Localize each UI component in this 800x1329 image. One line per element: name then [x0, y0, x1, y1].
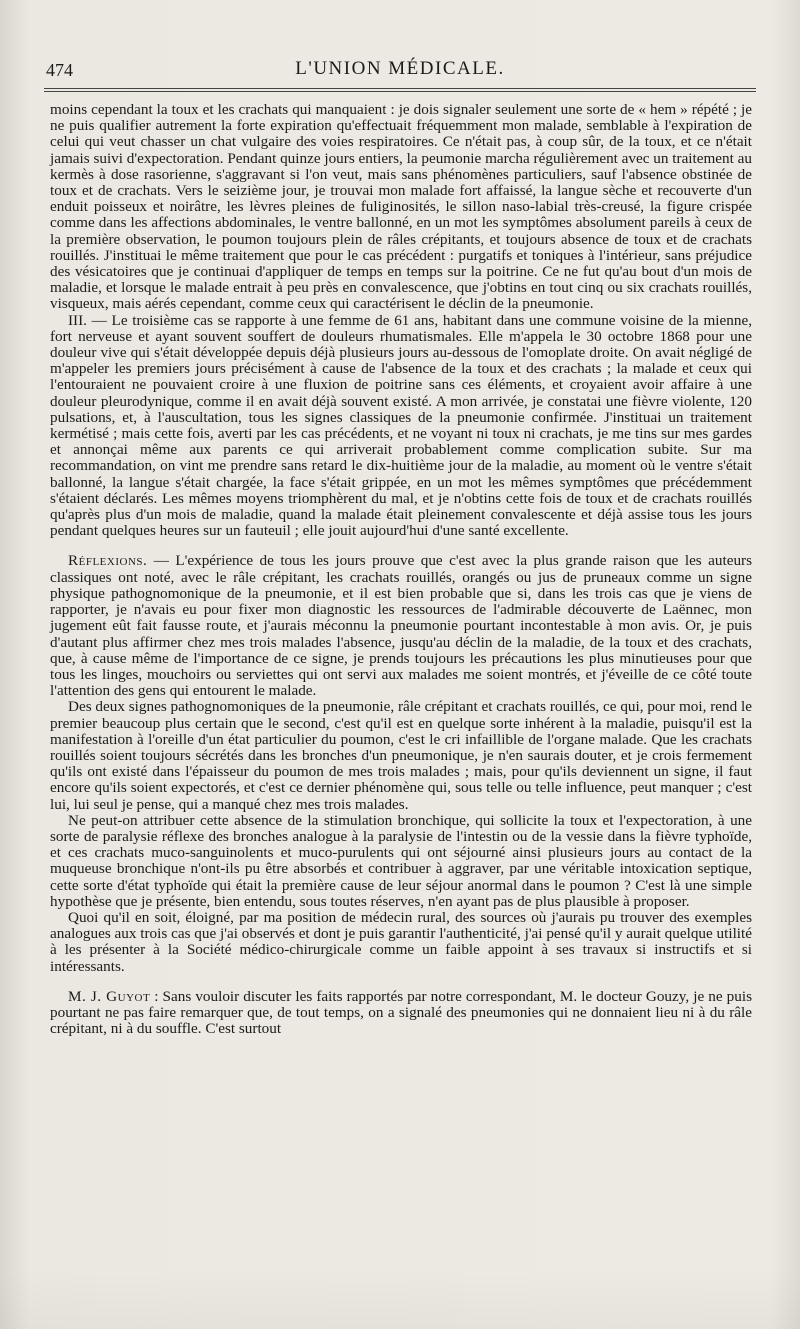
paragraph-hypothesis: Ne peut-on attribuer cette absence de la stimulation bronchique, qui sollicite la toux et l'expectoration, à une sorte de paralysie réflexe des bronches analogue à la paralysie de l'intestin ou de la vessie dans la fièvre typhoïde, et ces crachats muco-sanguinolents et muco-purulents qui ont séjourné ainsi plusieurs jours au contact de la muqueuse bronchique n'ont-ils pu être absorbés et contribuer à aggraver, par une véritable intoxication septique, cette sorte d'état typhoïde qui était la première cause de leur séjour anormal dans le poumon ? C'est là une simple hypothèse que je présente, bien entendu, sous toutes réserves, n'en ayant pas de plus plausible à proposer.: [50, 811, 752, 910]
paragraph-case-three: III. — Le troisième cas se rapporte à une femme de 61 ans, habitant dans une commune voisine de la mienne, fort nerveuse et ayant souvent souffert de douleurs rhumatismales. Elle m'appela le 30 octobre 1868 pour une douleur vive qui s'était développée depuis déjà plusieurs jours au-dessous de l'omoplate droite. On avait négligé de m'appeler les premiers jours précisément à cause de l'absence de la toux et des crachats ; la malade et ceux qui l'entouraient ne pouvaient croire à une fluxion de poitrine sans ces éléments, et croyaient avoir affaire à une douleur pleurodynique, comme il en avait déjà souvent existé. A mon arrivée, je constatai une fièvre violente, 120 pulsations, et, à l'auscultation, tous les signes classiques de la pneumonie confirmée. J'instituai un traitement kermétisé ; mais cette fois, averti par les cas précédents, et ne voyant ni toux ni crachats, je me tins sur mes gardes et annonçai même aux parents ce qui arriverait probablement comme complication subite. Sur ma recommandation, on vint me prendre sans retard le dix-huitième jour de la maladie, au moment où le ventre s'était ballonné, la langue s'était chargée, la face s'était grippée, en un mot les mêmes symptômes que précédemment s'étaient déclarés. Les mêmes moyens triomphèrent du mal, et je n'obtins cette fois de toux et de crachats rouillés qu'après plus d'un mois de maladie, quand la malade était pleinement convalescente et déjà assise tous les jours pendant quelques heures sur un fauteuil ; elle jouit aujourd'hui d'une santé excellente.: [50, 311, 752, 540]
guyot-speaker: M. J. Guyot: [68, 987, 151, 1005]
paragraph-reflexions: [50, 553, 752, 699]
page-header: [36, 58, 764, 84]
paragraph-guyot: [50, 989, 752, 1038]
body-text: [50, 102, 752, 1037]
running-title: L'UNION MÉDICALE.: [295, 58, 505, 79]
guyot-text: : Sans vouloir discuter les faits rapportés par notre correspondant, M. le docteur Gouzy, je ne puis pourtant ne pas faire remarquer que, de tout temps, on a signalé des pneumonies qui ne donnaient lieu ni à du râle crépitant, ni à du souffle. C'est surtout: [50, 987, 752, 1038]
paragraph-conclusion: Quoi qu'il en soit, éloigné, par ma position de médecin rural, des sources où j'aurais pu trouver des exemples analogues aux trois cas que j'ai observés et dont je puis garantir l'authenticité, j'ai pensé qu'il y aurait quelque utilité à les présenter à la Société médico-chirurgicale comme un faible appoint à ses travaux si instructifs et si intéressants.: [50, 908, 752, 975]
page-number: 474: [46, 60, 73, 80]
reflexions-heading: Réflexions.: [68, 552, 148, 570]
paragraph-continuation: moins cependant la toux et les crachats qui manquaient : je dois signaler seulement une sorte de « hem » répété ; je ne puis qualifier autrement la forte expiration qu'effectuait fréquemment mon malade, semblable à l'expiration de celui qui veut chasser un chat vulgaire des voies respiratoires. Ce n'était pas, à coup sûr, de la toux, et ce n'était jamais suivi d'expectoration. Pendant quinze jours entiers, la peumonie marcha régulièrement avec un traitement au kermès à dose rasorienne, s'aggravant si l'on veut, mais sans phénomènes particuliers, sauf l'absence obstinée de toux et de crachats. Vers le seizième jour, je trouvai mon malade fort affaissé, la langue sèche et recouverte d'un enduit poisseux et noirâtre, les lèvres pleines de fuliginosités, le sillon naso-labial très-creusé, la figure crispée comme dans les affections abdominales, le ventre ballonné, en un mot les symptômes absolument pareils à ceux de la première observation, le poumon toujours plein de râles crépitants, et toujours absence de toux et de crachats rouillés. J'instituai le même traitement que pour le cas précédent : purgatifs et toniques à l'intérieur, sans préjudice des vésicatoires que je continuai d'appliquer de temps en temps sur la poitrine. Ce ne fut qu'au bout d'un mois de maladie, et lorsque le malade entrait à peu près en convalescence, que j'obtins en tout cinq ou six crachats rouillés, visqueux, mais aérés cependant, comme ceux qui caractérisent le déclin de la pneumonie.: [50, 101, 752, 313]
page-shadow: [0, 1269, 800, 1329]
reflexions-text: — L'expérience de tous les jours prouve que c'est avec la plus grande raison que les auteurs classiques ont noté, avec le râle crépitant, les crachats rouillés, orangés ou jus de pruneaux comme un signe physique pathognomonique de la pneumonie, et il est bien probable que si, dans les trois cas que je viens de rapporter, je n'avais eu pour fixer mon diagnostic les ressources de l'admirable découverte de Laënnec, mon jugement eût fait fausse route, et j'aurais méconnu la pneumonie pourtant incontestable à mon avis. Or, je puis d'autant plus affirmer chez mes trois malades l'absence, jusqu'au déclin de la maladie, de la toux et des crachats, que, à cause même de l'importance de ce signe, je prends toujours les précautions les plus minutieuses pour que tous les linges, mouchoirs ou serviettes qui ont servi aux malades me soient montrés, et j'éveille de ce côté toute l'attention des gens qui entourent le malade.: [50, 552, 752, 700]
header-rule: [44, 88, 756, 92]
paragraph-signs: Des deux signes pathognomoniques de la pneumonie, râle crépitant et crachats rouillés, ce qui, pour moi, rend le premier beaucoup plus certain que le second, c'est qu'il est en quelque sorte inhérent à la maladie, puisqu'il est la manifestation à l'oreille d'un état particulier du poumon, c'est le cri infaillible de l'organe malade. Que les crachats rouillés soient toujours sécrétés dans les bronches d'un pneumonique, je n'en saurais douter, et je crois fermement qu'ils ont existé dans l'épaisseur du poumon de mes trois malades ; mais, pour qu'ils deviennent un signe, il faut encore qu'ils soient expectorés, et c'est ce dernier phénomène qui, sous telle ou telle influence, peut manquer ; c'est lui, lui seul je pense, qui a manqué chez mes trois malades.: [50, 698, 752, 813]
